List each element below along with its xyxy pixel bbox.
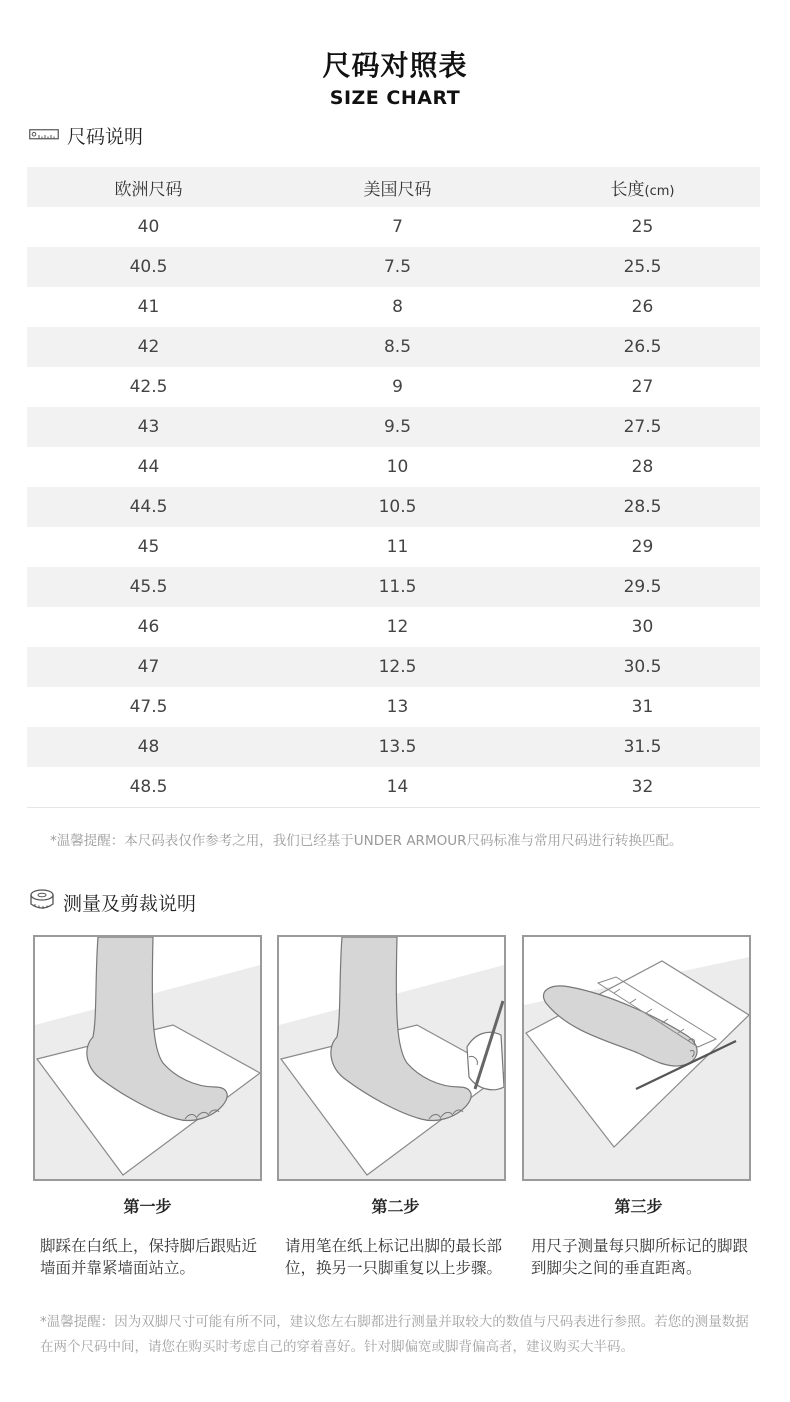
measure-section-heading <box>29 890 196 914</box>
cell-length: 30 <box>631 617 654 637</box>
size-chart-note: *温馨提醒：本尺码表仅作参考之用，我们已经基于UNDER ARMOUR尺码标准与常用尺码进行转换匹配。 <box>50 833 683 849</box>
length-label: 长度 <box>610 179 645 200</box>
size-chart-table <box>27 167 760 808</box>
cell-us-size: 9 <box>392 377 403 397</box>
column-header-us: 美国尺码 <box>363 179 432 200</box>
step-3-description: 用尺子测量每只脚所标记的脚跟到脚尖之间的垂直距离。 <box>531 1237 749 1277</box>
step-3-title: 第三步 <box>614 1197 663 1216</box>
cell-eu-size: 40.5 <box>129 257 168 277</box>
table-row <box>27 327 760 367</box>
size-section-title: 尺码说明 <box>67 125 144 148</box>
table-row <box>27 527 760 567</box>
cell-us-size: 11 <box>386 537 409 557</box>
cell-length: 31 <box>631 697 654 717</box>
cell-length: 32 <box>525 767 760 807</box>
cell-length: 28.5 <box>623 497 662 517</box>
cell-us-size: 11.5 <box>378 577 417 597</box>
table-row <box>27 767 760 807</box>
cell-length: 31.5 <box>623 737 662 757</box>
table-row <box>27 247 760 287</box>
step-3-illustration <box>522 935 751 1181</box>
table-row <box>27 607 760 647</box>
cell-eu-size: 45.5 <box>129 577 168 597</box>
cell-us-size: 8 <box>392 297 403 317</box>
table-header-row <box>27 167 760 207</box>
cell-us-size: 14 <box>270 767 525 807</box>
cell-eu-size: 47.5 <box>129 697 168 717</box>
page-subtitle: SIZE CHART <box>329 87 461 109</box>
ruler-icon <box>29 126 59 145</box>
cell-us-size: 8.5 <box>383 337 412 357</box>
column-header-length <box>525 167 760 207</box>
table-row <box>27 727 760 767</box>
cell-us-size: 13 <box>386 697 409 717</box>
cell-us-size: 10 <box>386 457 409 477</box>
cell-eu-size: 41 <box>137 297 160 317</box>
table-row <box>27 407 760 447</box>
cell-length: 30.5 <box>623 657 662 677</box>
step-2-description: 请用笔在纸上标记出脚的最长部位，换另一只脚重复以上步骤。 <box>285 1237 503 1277</box>
cell-us-size: 12 <box>386 617 409 637</box>
cell-us-size: 9.5 <box>383 417 412 437</box>
table-row <box>27 207 760 247</box>
column-header-eu: 欧洲尺码 <box>114 179 183 200</box>
table-row <box>27 447 760 487</box>
cell-length: 28 <box>631 457 654 477</box>
cell-length: 27 <box>631 377 654 397</box>
cell-length: 29.5 <box>623 577 662 597</box>
cell-eu-size: 44 <box>137 457 160 477</box>
step-2-illustration <box>277 935 506 1181</box>
cell-us-size: 10.5 <box>378 497 417 517</box>
cell-eu-size: 45 <box>137 537 160 557</box>
table-row <box>27 487 760 527</box>
table-row <box>27 367 760 407</box>
cell-eu-size: 47 <box>137 657 160 677</box>
table-row <box>27 287 760 327</box>
step-1-title: 第一步 <box>123 1197 172 1216</box>
cell-length: 26 <box>631 297 654 317</box>
cell-eu-size: 43 <box>137 417 160 437</box>
cell-eu-size: 42.5 <box>129 377 168 397</box>
cell-eu-size: 44.5 <box>129 497 168 517</box>
cell-us-size: 7 <box>392 217 403 237</box>
cell-eu-size: 40 <box>137 217 160 237</box>
cell-length: 29 <box>631 537 654 557</box>
cell-us-size: 7.5 <box>383 257 412 277</box>
cell-eu-size: 48.5 <box>27 767 270 807</box>
size-section-heading <box>29 123 143 147</box>
step-1-description: 脚踩在白纸上，保持脚后跟贴近墙面并靠紧墙面站立。 <box>40 1237 258 1277</box>
cell-length: 26.5 <box>623 337 662 357</box>
cell-eu-size: 46 <box>137 617 160 637</box>
cell-length: 25 <box>631 217 654 237</box>
page-title: 尺码对照表 <box>322 49 468 82</box>
cell-length: 25.5 <box>623 257 662 277</box>
step-2-title: 第二步 <box>371 1197 420 1216</box>
cell-eu-size: 48 <box>137 737 160 757</box>
table-row <box>27 567 760 607</box>
measure-note: *温馨提醒：因为双脚尺寸可能有所不同，建议您左右脚都进行测量并取较大的数值与尺码表进行参照。若您的测量数据在两个尺码中间，请您在购买时考虑自己的穿着喜好。针对脚偏宽或脚背偏高者，建议购买大半码。 <box>40 1314 749 1355</box>
cell-eu-size: 42 <box>137 337 160 357</box>
step-1-illustration <box>33 935 262 1181</box>
cell-us-size: 13.5 <box>378 737 417 757</box>
cell-us-size: 12.5 <box>378 657 417 677</box>
tape-measure-icon <box>29 888 55 916</box>
table-row <box>27 687 760 727</box>
measure-section-title: 测量及剪裁说明 <box>63 892 197 915</box>
length-unit: (cm) <box>644 183 675 199</box>
table-row <box>27 647 760 687</box>
cell-length: 27.5 <box>623 417 662 437</box>
